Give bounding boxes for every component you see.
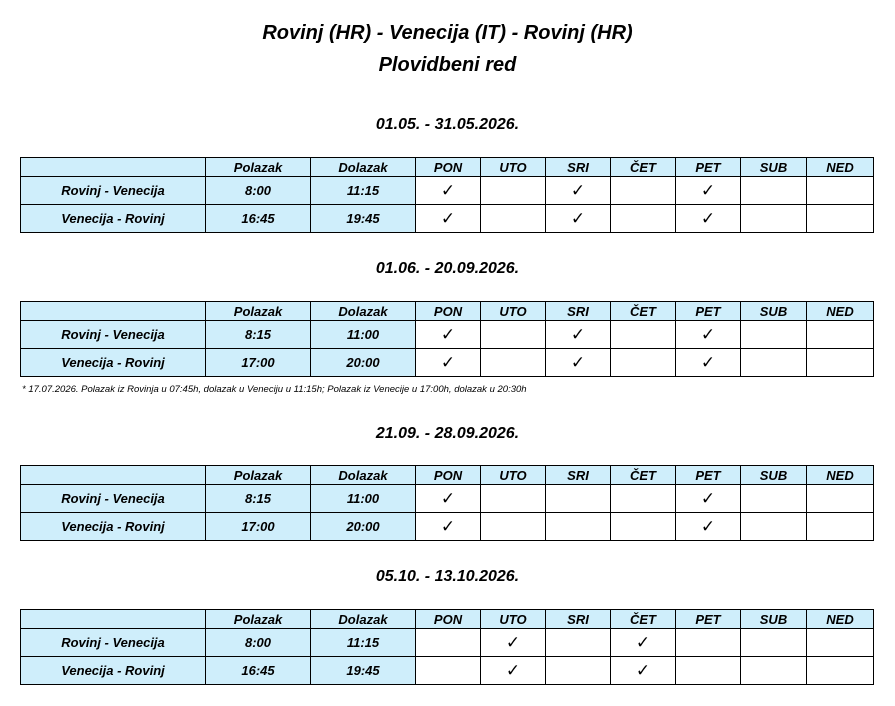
day-cell <box>416 177 481 205</box>
day-cell <box>807 657 874 685</box>
page-title: Rovinj (HR) - Venecija (IT) - Rovinj (HR) <box>262 22 633 44</box>
arrival-cell: 19:45 <box>311 205 416 233</box>
route-cell: Venecija - Rovinj <box>21 205 206 233</box>
check-icon: ✓ <box>505 633 521 652</box>
column-header <box>21 466 206 485</box>
departure-cell: 8:00 <box>206 177 311 205</box>
check-icon: ✓ <box>440 489 456 508</box>
check-icon: ✓ <box>505 661 521 680</box>
day-cell <box>546 349 611 377</box>
arrival-cell: 11:15 <box>311 177 416 205</box>
day-cell <box>807 629 874 657</box>
column-header: NED <box>807 158 874 177</box>
column-header: UTO <box>481 158 546 177</box>
table-row <box>21 657 874 685</box>
day-cell <box>611 349 676 377</box>
departure-cell: 16:45 <box>206 657 311 685</box>
column-header: ČET <box>611 158 676 177</box>
day-cell <box>416 349 481 377</box>
day-cell <box>807 321 874 349</box>
timetable <box>20 157 874 233</box>
day-cell <box>611 657 676 685</box>
day-cell <box>481 321 546 349</box>
column-header: Dolazak <box>311 610 416 629</box>
check-icon: ✓ <box>700 181 716 200</box>
column-header: UTO <box>481 610 546 629</box>
check-icon: ✓ <box>700 353 716 372</box>
column-header: PON <box>416 302 481 321</box>
day-cell <box>741 513 807 541</box>
column-header: NED <box>807 610 874 629</box>
day-cell <box>611 629 676 657</box>
day-cell <box>741 629 807 657</box>
day-cell <box>611 177 676 205</box>
check-icon: ✓ <box>570 325 586 344</box>
timetable <box>20 301 874 377</box>
day-cell <box>676 513 741 541</box>
day-cell <box>807 349 874 377</box>
column-header: SRI <box>546 158 611 177</box>
table-row <box>21 349 874 377</box>
route-cell: Rovinj - Venecija <box>21 177 206 205</box>
check-icon: ✓ <box>570 353 586 372</box>
page-subtitle: Plovidbeni red <box>378 54 517 76</box>
day-cell <box>546 485 611 513</box>
day-cell <box>481 513 546 541</box>
column-header: SUB <box>741 302 807 321</box>
day-cell <box>416 657 481 685</box>
check-icon: ✓ <box>700 209 716 228</box>
departure-cell: 8:15 <box>206 321 311 349</box>
check-icon: ✓ <box>700 489 716 508</box>
day-cell <box>481 485 546 513</box>
column-header: SUB <box>741 610 807 629</box>
day-cell <box>416 513 481 541</box>
day-cell <box>481 177 546 205</box>
day-cell <box>611 205 676 233</box>
day-cell <box>611 513 676 541</box>
column-header: PET <box>676 610 741 629</box>
column-header <box>21 158 206 177</box>
check-icon: ✓ <box>700 517 716 536</box>
column-header: ČET <box>611 466 676 485</box>
column-header: Dolazak <box>311 158 416 177</box>
column-header: Polazak <box>206 466 311 485</box>
day-cell <box>481 657 546 685</box>
column-header: PON <box>416 158 481 177</box>
day-cell <box>676 629 741 657</box>
route-cell: Rovinj - Venecija <box>21 321 206 349</box>
check-icon: ✓ <box>440 181 456 200</box>
arrival-cell: 20:00 <box>311 349 416 377</box>
departure-cell: 8:15 <box>206 485 311 513</box>
column-header: NED <box>807 466 874 485</box>
column-header: Polazak <box>206 158 311 177</box>
day-cell <box>481 629 546 657</box>
day-cell <box>807 513 874 541</box>
route-cell: Rovinj - Venecija <box>21 629 206 657</box>
check-icon: ✓ <box>570 209 586 228</box>
column-header <box>21 610 206 629</box>
table-row <box>21 177 874 205</box>
column-header: SRI <box>546 302 611 321</box>
column-header: ČET <box>611 302 676 321</box>
check-icon: ✓ <box>440 353 456 372</box>
day-cell <box>546 205 611 233</box>
day-cell <box>741 205 807 233</box>
column-header <box>21 302 206 321</box>
period-heading: 21.09. - 28.09.2026. <box>375 425 520 442</box>
day-cell <box>676 177 741 205</box>
day-cell <box>416 205 481 233</box>
route-cell: Venecija - Rovinj <box>21 513 206 541</box>
arrival-cell: 19:45 <box>311 657 416 685</box>
period-heading: 05.10. - 13.10.2026. <box>375 568 520 585</box>
column-header: ČET <box>611 610 676 629</box>
day-cell <box>546 657 611 685</box>
day-cell <box>676 657 741 685</box>
day-cell <box>676 321 741 349</box>
column-header: PON <box>416 466 481 485</box>
day-cell <box>611 485 676 513</box>
column-header: PET <box>676 158 741 177</box>
check-icon: ✓ <box>440 325 456 344</box>
departure-cell: 8:00 <box>206 629 311 657</box>
check-icon: ✓ <box>635 633 651 652</box>
day-cell <box>807 205 874 233</box>
day-cell <box>546 321 611 349</box>
route-cell: Rovinj - Venecija <box>21 485 206 513</box>
day-cell <box>416 321 481 349</box>
column-header: PON <box>416 610 481 629</box>
column-header: UTO <box>481 466 546 485</box>
timetable <box>20 609 874 685</box>
day-cell <box>741 349 807 377</box>
table-row <box>21 629 874 657</box>
column-header: Dolazak <box>311 466 416 485</box>
route-cell: Venecija - Rovinj <box>21 657 206 685</box>
table-row <box>21 485 874 513</box>
column-header: Polazak <box>206 610 311 629</box>
day-cell <box>416 485 481 513</box>
timetable <box>20 465 874 541</box>
arrival-cell: 20:00 <box>311 513 416 541</box>
day-cell <box>741 177 807 205</box>
day-cell <box>741 657 807 685</box>
check-icon: ✓ <box>440 517 456 536</box>
table-row <box>21 321 874 349</box>
arrival-cell: 11:00 <box>311 321 416 349</box>
column-header: Polazak <box>206 302 311 321</box>
period-heading: 01.05. - 31.05.2026. <box>375 116 520 133</box>
departure-cell: 17:00 <box>206 513 311 541</box>
day-cell <box>807 485 874 513</box>
day-cell <box>676 349 741 377</box>
column-header: Dolazak <box>311 302 416 321</box>
table-row <box>21 205 874 233</box>
departure-cell: 17:00 <box>206 349 311 377</box>
day-cell <box>546 513 611 541</box>
footnote: * 17.07.2026. Polazak iz Rovinja u 07:45h, dolazak u Veneciju u 11:15h; Polazak iz Venecije u 17:00h, dolazak u 20:30h <box>22 384 527 395</box>
day-cell <box>676 485 741 513</box>
check-icon: ✓ <box>440 209 456 228</box>
column-header: SRI <box>546 610 611 629</box>
check-icon: ✓ <box>700 325 716 344</box>
day-cell <box>807 177 874 205</box>
check-icon: ✓ <box>570 181 586 200</box>
departure-cell: 16:45 <box>206 205 311 233</box>
day-cell <box>741 321 807 349</box>
day-cell <box>481 349 546 377</box>
column-header: SRI <box>546 466 611 485</box>
day-cell <box>611 321 676 349</box>
column-header: PET <box>676 466 741 485</box>
column-header: SUB <box>741 158 807 177</box>
period-heading: 01.06. - 20.09.2026. <box>375 260 520 277</box>
column-header: PET <box>676 302 741 321</box>
column-header: NED <box>807 302 874 321</box>
table-row <box>21 513 874 541</box>
check-icon: ✓ <box>635 661 651 680</box>
arrival-cell: 11:00 <box>311 485 416 513</box>
day-cell <box>481 205 546 233</box>
column-header: UTO <box>481 302 546 321</box>
day-cell <box>546 629 611 657</box>
arrival-cell: 11:15 <box>311 629 416 657</box>
day-cell <box>546 177 611 205</box>
day-cell <box>741 485 807 513</box>
day-cell <box>416 629 481 657</box>
route-cell: Venecija - Rovinj <box>21 349 206 377</box>
column-header: SUB <box>741 466 807 485</box>
day-cell <box>676 205 741 233</box>
